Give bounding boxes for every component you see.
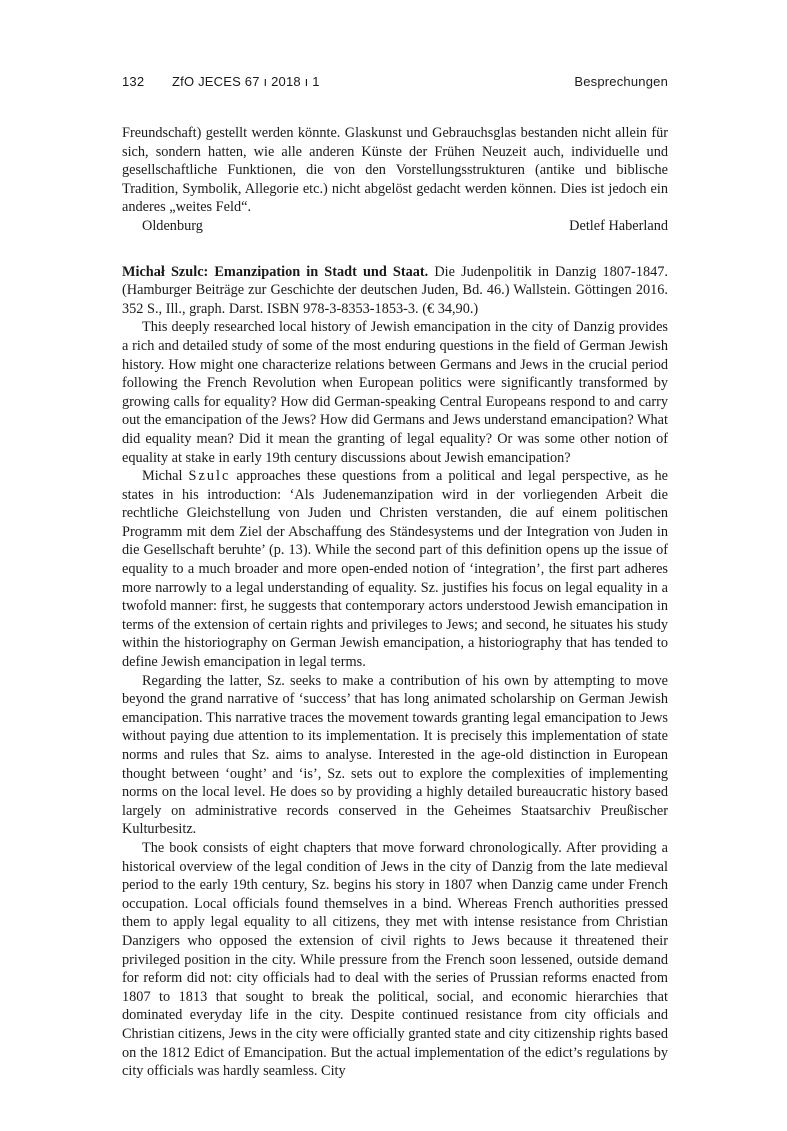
body-text: [122, 124, 668, 1081]
review-paragraph-4: The book consists of eight chapters that move forward chronologically. After providing a historical overview of the legal condition of Jews in the city of Danzig from the late medieval period to the early 19th century, Sz. begins his story in 1807 when Danzig came under French occupation. Local officials found themselves in a bind. Whereas French authorities pressed them to apply legal equality to all citizens, they met with intense resistance from Christian Danzigers who opposed the extension of civil rights to Jews because it threatened their privileged position in the city. While pressure from the French soon lessened, outside demand for reform did not: city officials had to deal with the series of Prussian reforms enacted from 1807 to 1813 that sought to break the political, social, and economic hierarchies that dominated everyday life in the city. Despite continued resistance from city officials and Christian citizens, Jews in the city were officially granted state and city citizenship rights based on the 1812 Edict of Emancipation. But the actual implementation of the edict’s regulations by city officials was hardly seamless. City: [122, 839, 668, 1080]
reviewer-place: Oldenburg: [142, 217, 203, 234]
page-number: 132: [122, 74, 145, 89]
review-heading: [122, 263, 668, 319]
review-paragraph-3: Regarding the latter, Sz. seeks to make a contribution of his own by attempting to move beyond the grand narrative of ‘success’ that has long animated scholarship on German Jewish emancipation. This narrative traces the movement towards granting legal emancipation to Jews without paying due attention to its implementation. It is precisely this implementation of state norms and rules that Sz. aims to analyse. Interested in the age-old distinction in European thought between ‘ought’ and ‘is’, Sz. sets out to explore the complexities of implementing norms on the local level. He does so by providing a highly detailed bureaucratic history based largely on administrative records conserved in the Geheimes Staatsarchiv Preußischer Kulturbesitz.: [122, 672, 668, 838]
review-bibliography: Die Judenpolitik in Danzig 1807-1847. (Hamburger Beiträge zur Geschichte der deutschen Juden, Bd. 46.) Wallstein. Göttingen 2016. 352 S., Ill., graph. Darst. ISBN 978-3-8353-1853-3. (€ 34,90.): [122, 263, 668, 317]
reviewer-name: Detlef Haberland: [569, 217, 668, 234]
section-title: Besprechungen: [574, 74, 668, 89]
running-head: [122, 74, 668, 94]
previous-review-closing-paragraph: Freundschaft) gestellt werden könnte. Glaskunst und Gebrauchsglas bestanden nicht allein für sich, sondern hatten, wie alle anderen Künste der Frühen Neuzeit auch, individuelle und gesellschaftliche Funktionen, die von den Vorstellungsstrukturen (antike und biblische Tradition, Symbolik, Allegorie etc.) nicht abgelöst gedacht werden können. Dies ist jedoch ein anderes „weites Feld“.: [122, 125, 668, 216]
paragraph-2-body: approaches these questions from a political and legal perspective, as he states in his introduction: ‘Als Judenemanzipation wird in der vorliegenden Arbeit die rechtliche Gleichstellung von Juden und Christen verstanden, die auf einem politischen Programm mit dem Ziel der Abschaffung des Ständesystems und der Integration von Juden in die Gesellschaft beruhte’ (p. 13). While the second part of this definition opens up the issue of equality to a much broader and more open-ended notion of ‘integration’, the first part adheres more narrowly to a legal understanding of equality. Sz. justifies his focus on legal equality in a twofold manner: first, he suggests that contemporary actors understood Jewish emancipation in terms of the extension of certain rights and privileges to Jews; and second, he situates his study within the historiography on German Jewish emancipation, a historiography that has tended to define Jewish emancipation in legal terms.: [122, 468, 668, 671]
review-title: Michał Szulc: Emanzipation in Stadt und Staat.: [122, 263, 429, 280]
reviewer-signature: [122, 217, 668, 236]
author-name-spaced: Szulc: [188, 468, 231, 485]
journal-title: ZfO JECES 67 ı 2018 ı 1: [172, 74, 320, 89]
review-paragraph-1: This deeply researched local history of Jewish emancipation in the city of Danzig provides a rich and detailed study of some of the most enduring questions in the field of German Jewish history. How might one characterize relations between Germans and Jews in the crucial period following the French Revolution when European politics were significantly transformed by growing calls for equality? How did German-speaking Central Europeans respond to and carry out the emancipation of the Jews? How did Germans and Jews understand emancipation? What did equality mean? Did it mean the granting of legal equality? Or was some other notion of equality at stake in early 19th century discussions about Jewish emancipation?: [122, 319, 668, 466]
paragraph-2-lead: Michal: [142, 468, 189, 485]
review-paragraph-2: [122, 467, 668, 672]
